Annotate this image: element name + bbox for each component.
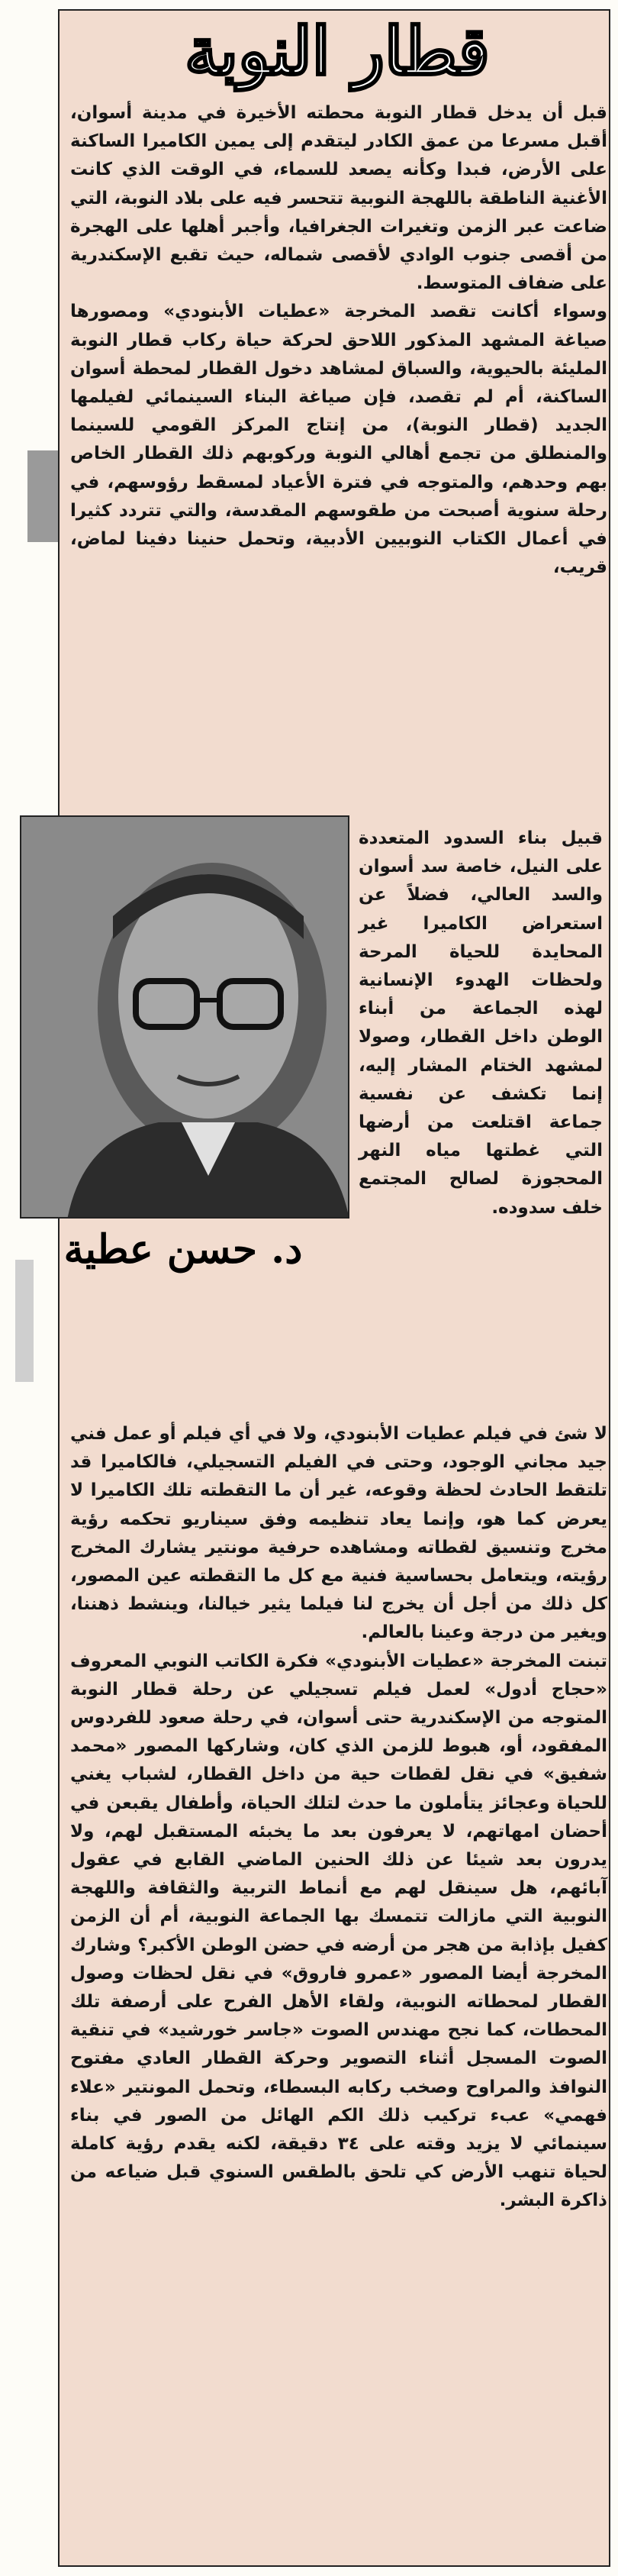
author-portrait-image xyxy=(21,817,349,1219)
headline-box xyxy=(70,14,604,89)
headline: قطار النوبة xyxy=(185,12,490,90)
paragraph-2: وسواء أكانت تقصد المخرجة «عطيات الأبنودي» ومصورها صياغة المشهد المذكور اللاحق لحركة حياة ركاب قطار النوبة المليئة بالحيوية، والسباق لمشاهد دخول القطار لمحطة أسوان الساكنة، أم لم تقصد، فإن صياغة البناء السينمائي لفيلمها الجديد (قطار النوبة)، من إنتاج المركز القومي للسينما والمنطلق من تجمع أهالي النوبة وركوبهم ذلك القطار الخاص بهم وحدهم، والمتوجه في فترة الأعياد لمسقط رؤوسهم، في رحلة سنوية أصبحت من طقوسهم المقدسة، والتي تتردد كثيرا في أعمال الكتاب النوبيين الأدبية، وتحمل حنينا دفينا لماض، قريب، xyxy=(70,302,607,578)
paragraph-1: قبل أن يدخل قطار النوبة محطته الأخيرة في مدينة أسوان، أقبل مسرعا من عمق الكادر ليتقدم إلى يمين الكاميرا الساكنة على الأرض، فبدا وكأنه يصعد للسماء، في الوقت الذي كانت الأغنية الناطقة باللهجة النوبية تتحسر فيه على بلاد النوبة، التي ضاعت عبر الزمن وتغيرات الجغرافيا، وأجبر أهلها على الهجرة من أقصى جنوب الوادي لأقصى شماله، حيث تقبع الإسكندرية على ضفاف المتوسط. xyxy=(70,103,607,294)
paragraph-3: قبيل بناء السدود المتعددة على النيل، خاصة سد أسوان والسد العالي، فضلاً عن استعراض الكاميرا غير المحايدة للحياة المرحة ولحظات الهدوء الإنسانية لهذه الجماعة من أبناء الوطن داخل القطار، وصولا لمشهد الختام المشار إليه، إنما تكشف عن نفسية جماعة اقتلعت من أرضها التي غطتها مياه النهر المحجوزة لصالح المجتمع خلف سدوده. xyxy=(359,828,603,1218)
author-photo xyxy=(20,815,349,1219)
byline-box xyxy=(15,1222,351,1277)
author-byline: د. حسن عطية xyxy=(63,1225,303,1273)
article-body-bottom xyxy=(70,1420,607,2216)
side-margin-mark xyxy=(15,1260,34,1382)
article-body-top xyxy=(70,99,607,582)
paragraph-4: لا شئ في فيلم عطيات الأبنودي، ولا في أي فيلم أو عمل فني جيد مجاني الوجود، وحتى في الفيلم التسجيلي، فالكاميرا قد تلتقط الحادث لحظة وقوعه، غير أن ما التقطته تلك الكاميرا لا يعرض كما هو، وإنما يعاد تنظيمه وفق سيناريو تحكمه رؤية مخرج وتنسيق لقطاته ومشاهده حرفية مونتير يشارك المخرج رؤيته، ويتعامل بحساسية فنية مع كل ما التقطته عين المصور، كل ذلك من أجل أن يخرج لنا فيلما يثير خيالنا، وينشط ذهننا، ويغير من درجة وعينا بالعالم. xyxy=(70,1424,607,1643)
article-body-wrap xyxy=(359,825,603,1222)
paragraph-5: تبنت المخرجة «عطيات الأبنودي» فكرة الكاتب النوبي المعروف «حجاج أدول» لعمل فيلم تسجيلي عن رحلة قطار النوبة المتوجه من الإسكندرية حتى أسوان، في رحلة صعود للفردوس المفقود، أو، هبوط للزمن الذي كان، وشاركها المصور «محمد شفيق» في نقل لقطات حية من داخل القطار، لشباب يغني للحياة وعجائز يتأملون ما حدث لتلك الحياة، وأطفال يقبعن في أحضان امهاتهم، لا يعرفون بعد ما يخبئه المستقبل لهم، ولا يدرون بعد شيئا عن ذلك الحنين الماضي القابع في عقول آبائهم، هل سينقل لهم مع أنماط التربية والثقافة واللهجة النوبية التي مازالت تتمسك بها الجماعة النوبية، أم أن الزمن كفيل بإذابة من هجر من أرضه في حضن الوطن الأكبر؟ وشارك المخرجة أيضا المصور «عمرو فاروق» في نقل لحظات وصول القطار لمحطاته النوبية، ولقاء الأهل الفرح على أرصفة تلك المحطات، كما نجح مهندس الصوت «جاسر خورشيد» في تنقية الصوت المسجل أثناء التصوير وحركة القطار العادي مفتوح النوافذ والمراوح وصخب ركابه البسطاء، وتحمل المونتير «علاء فهمي» عبء تركيب ذلك الكم الهائل من الصور في بناء سينمائي لا يزيد وقته على ٣٤ دقيقة، لكنه يقدم رؤية كاملة لحياة تنهب الأرض كي تلحق بالطقس السنوي قبل ضياعه من ذاكرة البشر. xyxy=(70,1651,608,2211)
